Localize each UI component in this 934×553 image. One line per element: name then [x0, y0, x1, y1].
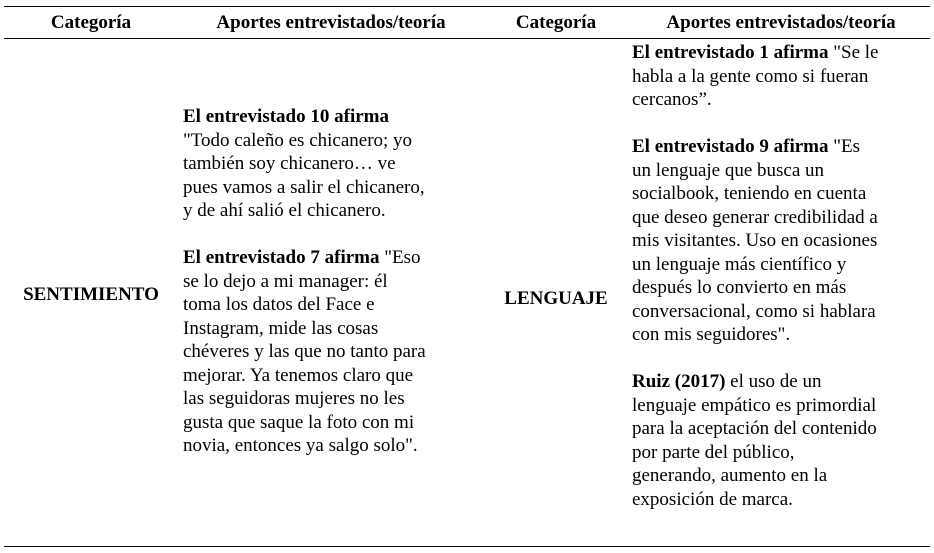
quote-author: El entrevistado 1 afirma — [632, 42, 829, 63]
citation-line: por parte del público, — [632, 441, 795, 463]
quote-line: y de ahí salió el chicanero. — [183, 200, 386, 221]
quote-line: también soy chicanero… ve — [183, 153, 396, 174]
quote-line: conversacional, como si hablara — [632, 300, 876, 322]
quote-line: un lenguaje más científico y — [632, 253, 847, 275]
category-sentimiento: SENTIMIENTO — [23, 284, 159, 305]
header-category-2: Categoría — [515, 12, 597, 33]
quote-line: habla a la gente como si fueran — [632, 65, 869, 87]
quote-line: "Todo caleño es chicanero; yo — [183, 129, 413, 151]
quote-interviewee-10 — [183, 105, 481, 223]
quote-line: después lo convierto en más — [632, 277, 847, 298]
quote-line: Instagram, mide las cosas — [183, 317, 379, 339]
citation-author: Ruiz (2017) — [632, 371, 726, 392]
quote-line: cercanos”. — [632, 89, 712, 110]
header-category-1: Categoría — [50, 12, 132, 33]
quote-line: mis visitantes. Uso en ocasiones — [632, 230, 878, 251]
quote-author: El entrevistado 7 afirma — [183, 247, 380, 268]
header-contributions-1: Aportes entrevistados/teoría — [216, 12, 446, 33]
quote-line: gusta que saque la foto con mi — [183, 411, 415, 433]
quote-line: las seguidoras mujeres no les — [183, 388, 405, 409]
categories-table — [4, 6, 930, 547]
quote-line: "Eso — [379, 247, 421, 268]
table-row — [4, 39, 930, 546]
quote-line: mejorar. Ya tenemos claro que — [183, 364, 414, 386]
quote-line: con mis seguidores". — [632, 324, 791, 345]
quote-line: "Se le — [828, 42, 879, 63]
quote-line: "Es — [828, 136, 861, 157]
quote-line: toma los datos del Face e — [183, 294, 375, 315]
quote-interviewee-1 — [632, 41, 930, 112]
citation-ruiz-2017 — [632, 370, 930, 511]
quote-author: El entrevistado 9 afirma — [632, 136, 829, 157]
quote-line: novia, entonces ya salgo solo". — [183, 435, 418, 456]
citation-line: el uso de un — [725, 371, 822, 392]
citation-line: exposición de marca. — [632, 488, 793, 510]
citation-line: para la aceptación del contenido — [632, 418, 877, 439]
quote-line: socialbook, teniendo en cuenta — [632, 183, 867, 204]
quote-interviewee-9 — [632, 135, 930, 347]
category-lenguaje: LENGUAJE — [504, 288, 608, 309]
citation-line: generando, aumento en la — [632, 465, 828, 486]
quote-line: se lo dejo a mi manager: él — [183, 270, 388, 292]
header-contributions-2: Aportes entrevistados/teoría — [666, 12, 896, 33]
quote-interviewee-7 — [183, 246, 481, 458]
quote-line: que deseo generar credibilidad a — [632, 206, 878, 228]
contributions-lenguaje — [632, 41, 930, 511]
quote-line: chéveres y las que no tanto para — [183, 341, 426, 362]
quote-line: un lenguaje que busca un — [632, 159, 825, 181]
citation-line: lenguaje empático es primordial — [632, 394, 877, 416]
table-header-row — [4, 7, 930, 39]
contributions-sentimiento — [183, 105, 481, 458]
quote-author: El entrevistado 10 afirma — [183, 106, 389, 127]
quote-line: pues vamos a salir el chicanero, — [183, 176, 425, 198]
